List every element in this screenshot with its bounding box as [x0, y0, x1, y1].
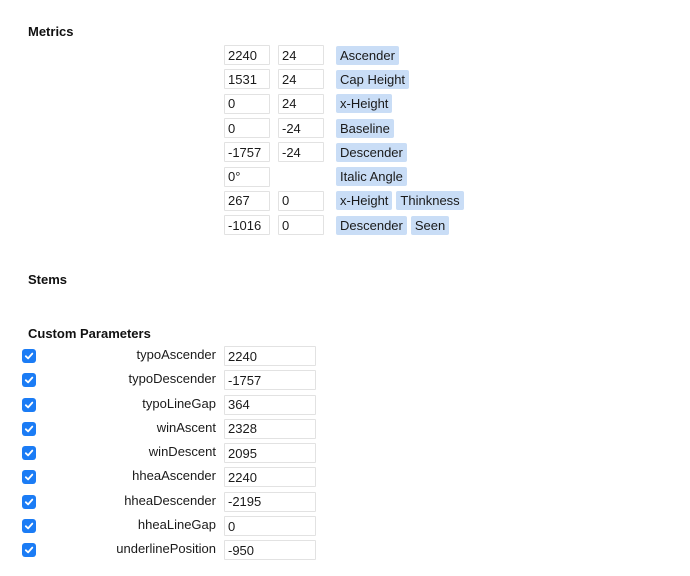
custom-parameters-list: [0, 344, 690, 563]
custom-parameter-name: hheaDescender: [124, 492, 216, 508]
custom-parameter-checkbox[interactable]: [22, 470, 36, 484]
metrics-table: [224, 43, 468, 237]
custom-parameter-row: [0, 344, 690, 368]
metric-value-field[interactable]: [224, 142, 270, 162]
metric-tag[interactable]: Ascender: [336, 46, 399, 65]
metric-tag[interactable]: Cap Height: [336, 70, 409, 89]
custom-parameter-name: typoDescender: [128, 371, 216, 387]
checkmark-icon: [24, 497, 34, 507]
custom-parameter-checkbox[interactable]: [22, 398, 36, 412]
custom-parameter-name: typoLineGap: [142, 395, 216, 411]
metric-row: [224, 213, 468, 237]
custom-parameter-row: [0, 417, 690, 441]
custom-parameter-value-field[interactable]: [224, 492, 316, 512]
custom-parameter-value-field[interactable]: [224, 419, 316, 439]
custom-parameter-value-field[interactable]: [224, 443, 316, 463]
custom-parameter-row: [0, 490, 690, 514]
metric-tag[interactable]: Descender: [336, 143, 407, 162]
custom-parameter-name: underlinePosition: [116, 541, 216, 557]
custom-parameter-row: [0, 514, 690, 538]
metric-value-field[interactable]: [224, 69, 270, 89]
checkmark-icon: [24, 375, 34, 385]
custom-parameter-row: [0, 441, 690, 465]
metric-value-field[interactable]: [224, 191, 270, 211]
checkmark-icon: [24, 521, 34, 531]
custom-parameter-checkbox[interactable]: [22, 422, 36, 436]
metric-tag[interactable]: Descender: [336, 216, 407, 235]
metric-tag[interactable]: Thinkness: [396, 191, 463, 210]
metric-value-field[interactable]: [224, 118, 270, 138]
custom-parameters-section-title: Custom Parameters: [28, 326, 151, 341]
custom-parameter-checkbox[interactable]: [22, 373, 36, 387]
custom-parameter-name: typoAscender: [136, 347, 216, 362]
custom-parameter-value-field[interactable]: [224, 395, 316, 415]
custom-parameter-checkbox[interactable]: [22, 446, 36, 460]
metric-overshoot-field[interactable]: [278, 191, 324, 211]
custom-parameter-row: [0, 368, 690, 392]
metric-value-field[interactable]: [224, 167, 270, 187]
metric-row: [224, 92, 468, 116]
custom-parameter-name: hheaLineGap: [137, 517, 216, 533]
custom-parameter-value-field[interactable]: [224, 370, 316, 390]
metric-overshoot-field: [278, 167, 324, 187]
metric-row: [224, 116, 468, 140]
custom-parameter-row: [0, 393, 690, 417]
metric-value-field[interactable]: [224, 215, 270, 235]
custom-parameter-value-field[interactable]: [224, 516, 316, 536]
metric-value-field[interactable]: [224, 94, 270, 114]
metric-tag[interactable]: Seen: [411, 216, 449, 235]
checkmark-icon: [24, 545, 34, 555]
custom-parameter-checkbox[interactable]: [22, 495, 36, 509]
metric-row: [224, 164, 468, 188]
metric-overshoot-field[interactable]: [278, 69, 324, 89]
custom-parameter-value-field[interactable]: [224, 467, 316, 487]
custom-parameter-checkbox[interactable]: [22, 349, 36, 363]
metric-tag[interactable]: Italic Angle: [336, 167, 407, 186]
metric-tag[interactable]: x-Height: [336, 191, 392, 210]
custom-parameter-value-field[interactable]: [224, 346, 316, 366]
metric-overshoot-field[interactable]: [278, 215, 324, 235]
custom-parameter-checkbox[interactable]: [22, 519, 36, 533]
checkmark-icon: [24, 448, 34, 458]
custom-parameter-name: winDescent: [148, 444, 216, 460]
metric-value-field[interactable]: [224, 45, 270, 65]
checkmark-icon: [24, 472, 34, 482]
metric-overshoot-field[interactable]: [278, 94, 324, 114]
checkmark-icon: [24, 424, 34, 434]
checkmark-icon: [24, 351, 34, 361]
metric-row: [224, 67, 468, 91]
metric-overshoot-field[interactable]: [278, 45, 324, 65]
stems-section-title: Stems: [28, 272, 68, 287]
custom-parameter-name: hheaAscender: [132, 468, 216, 484]
custom-parameter-row: [0, 538, 690, 562]
metrics-section-title: Metrics: [28, 24, 74, 39]
custom-parameter-row: [0, 465, 690, 489]
custom-parameter-name: winAscent: [156, 419, 216, 435]
metric-overshoot-field[interactable]: [278, 142, 324, 162]
checkmark-icon: [24, 400, 34, 410]
metric-row: [224, 140, 468, 164]
metric-row: [224, 189, 468, 213]
metric-row: [224, 43, 468, 67]
metric-tag[interactable]: x-Height: [336, 94, 392, 113]
metric-overshoot-field[interactable]: [278, 118, 324, 138]
custom-parameter-checkbox[interactable]: [22, 543, 36, 557]
metric-tag[interactable]: Baseline: [336, 119, 394, 138]
custom-parameter-value-field[interactable]: [224, 540, 316, 560]
